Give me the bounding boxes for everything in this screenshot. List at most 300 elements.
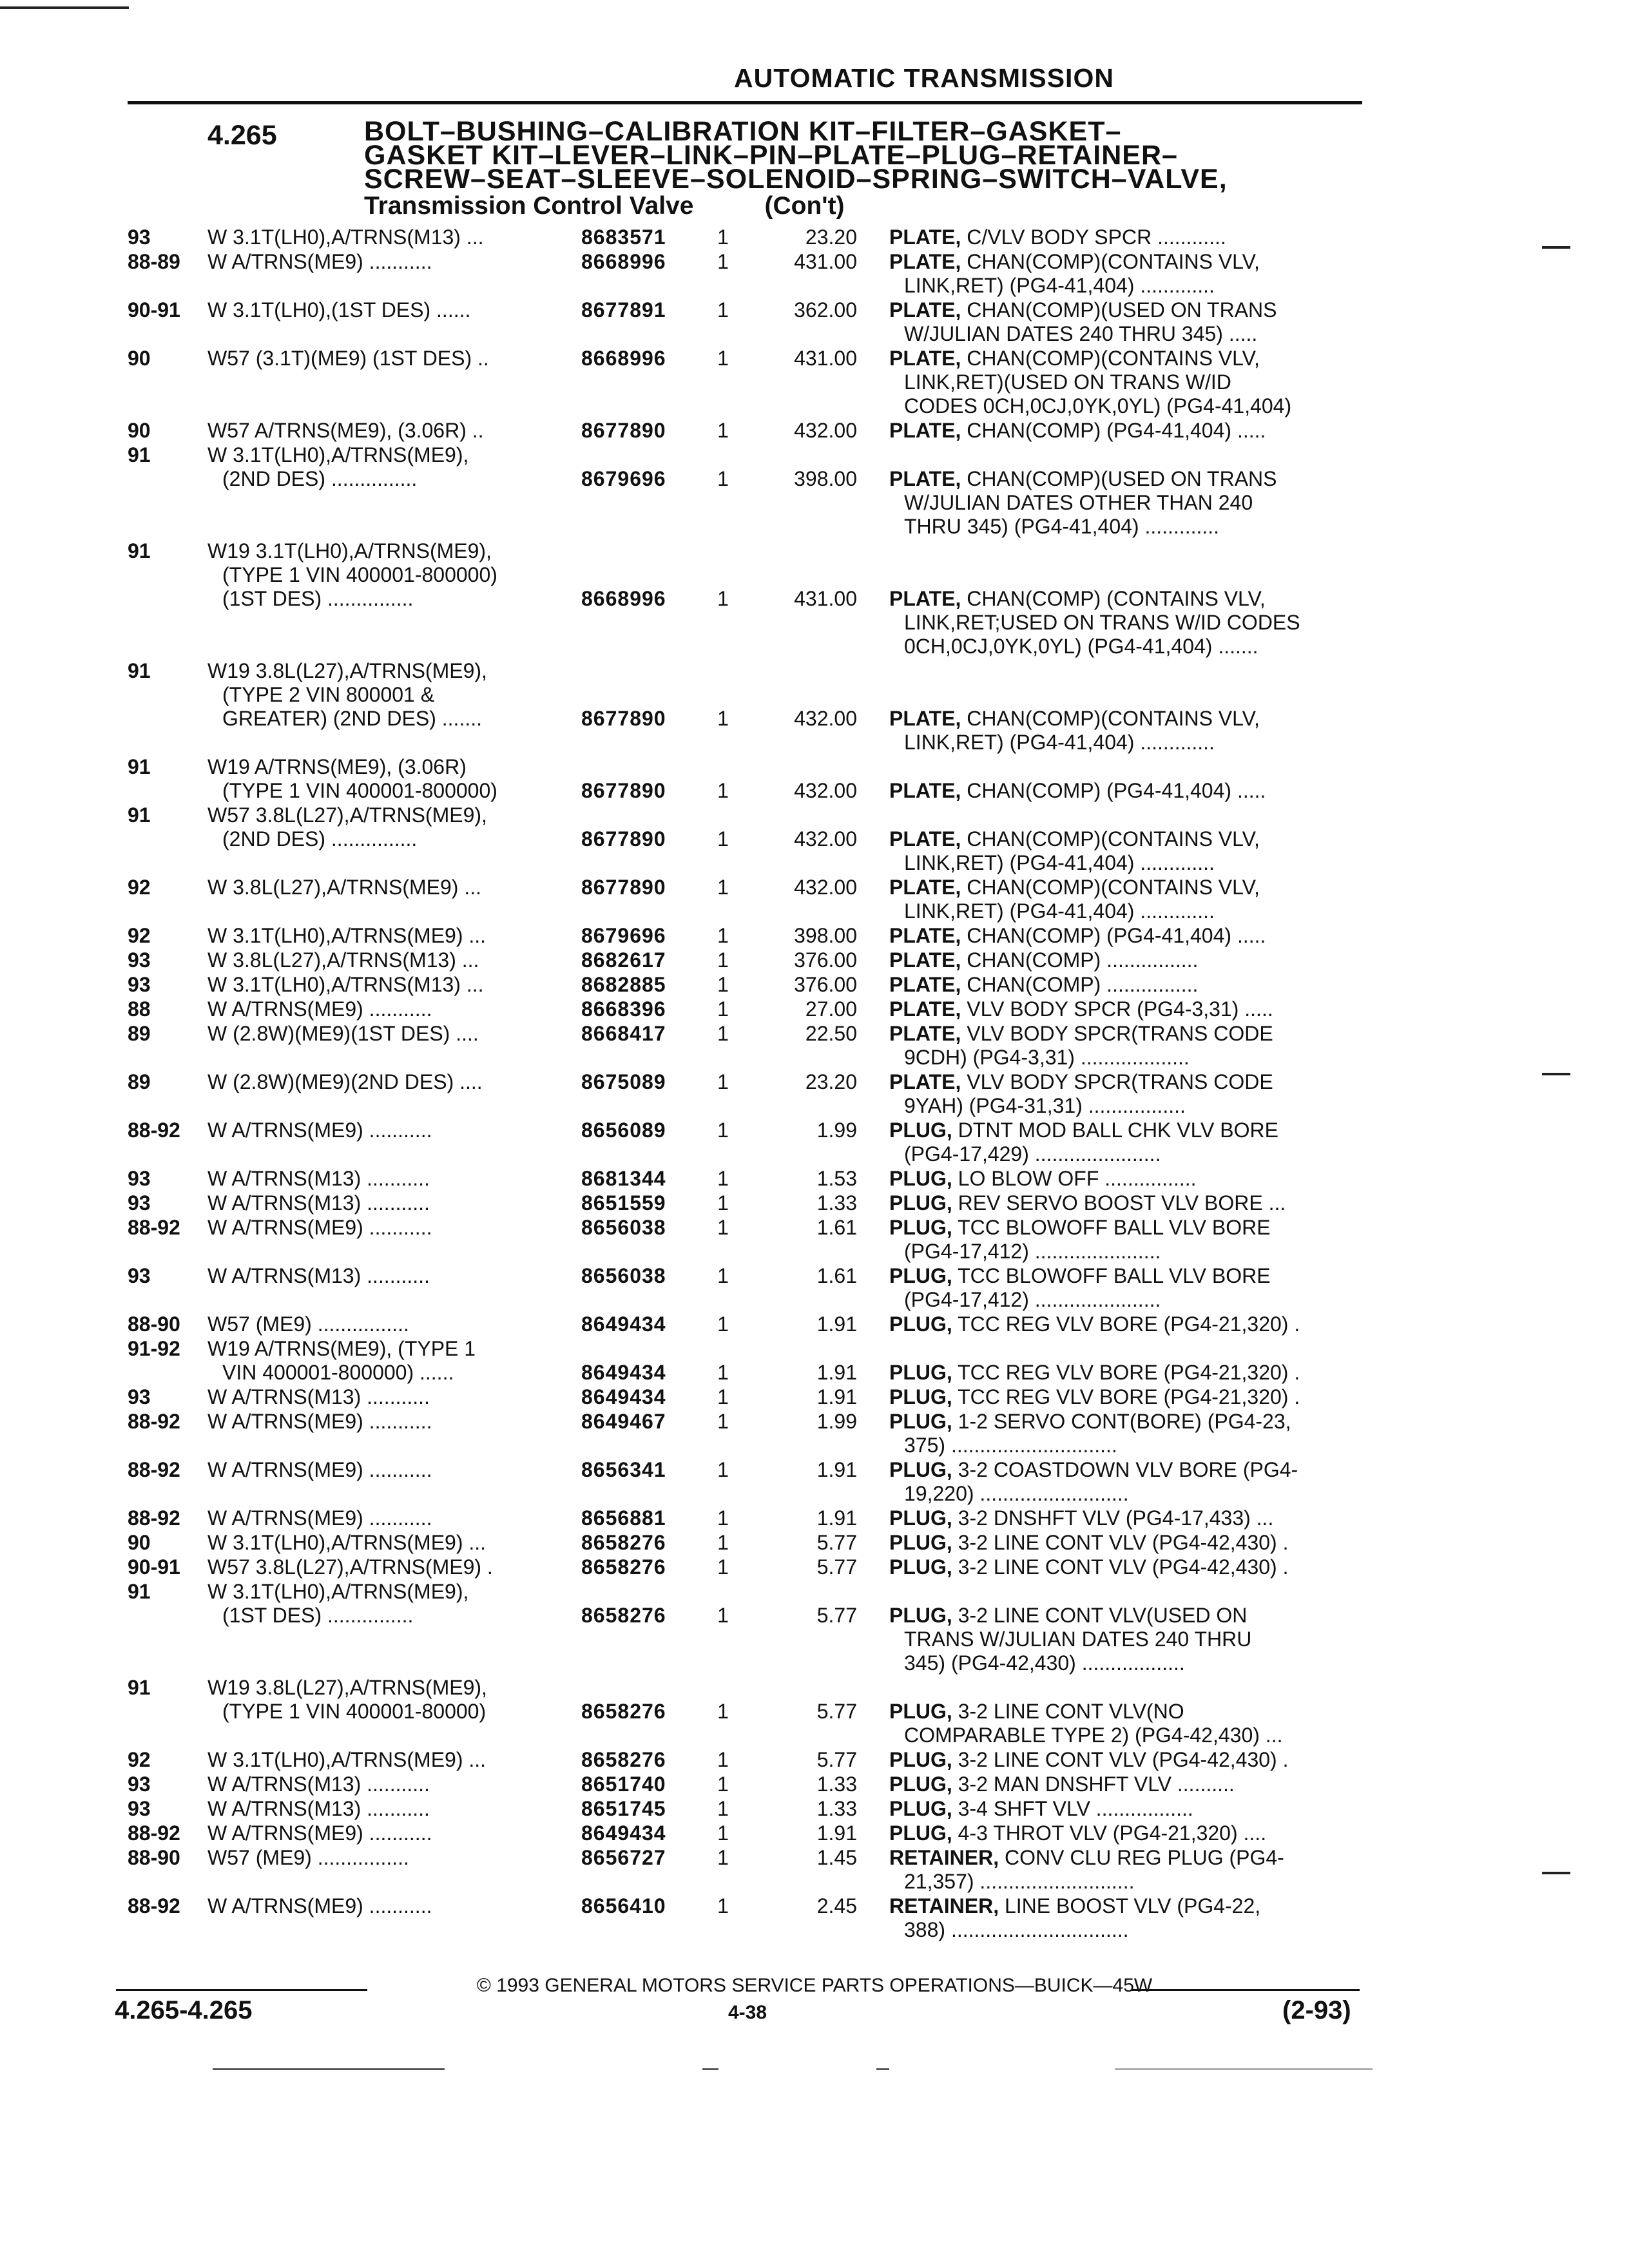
quantity: 1 <box>717 924 729 947</box>
description <box>889 1312 1360 1336</box>
application-line: (TYPE 1 VIN 400001-800000) <box>222 779 497 802</box>
table-row <box>0 298 1629 346</box>
description <box>889 827 1360 875</box>
part-name: RETAINER, <box>889 1846 999 1869</box>
description <box>889 1555 1360 1579</box>
part-name: PLATE, <box>889 1070 961 1093</box>
description-line: LINK,RET) (PG4-41,404) ............. <box>904 851 1215 874</box>
description-line <box>889 1410 1360 1434</box>
description-line: (PG4-17,429) ...................... <box>904 1142 1161 1166</box>
description-line <box>889 1216 1360 1240</box>
application-line: W A/TRNS(ME9) ........... <box>207 1410 432 1433</box>
table-row <box>0 1167 1629 1191</box>
price: 376.00 <box>794 948 857 972</box>
description <box>889 707 1360 754</box>
part-number: 8651740 <box>581 1773 666 1796</box>
table-row <box>0 1022 1629 1070</box>
description <box>889 1167 1360 1191</box>
application <box>207 1312 555 1336</box>
application-line: W A/TRNS(ME9) ........... <box>207 1216 432 1239</box>
quantity: 1 <box>717 1700 729 1723</box>
description <box>889 1458 1360 1506</box>
part-number: 8675089 <box>581 1070 666 1093</box>
part-name: PLATE, <box>889 587 961 610</box>
quantity: 1 <box>717 1797 729 1820</box>
price: 1.33 <box>816 1797 857 1820</box>
section-subtitle-text: Transmission Control Valve <box>364 192 694 220</box>
application-line: W (2.8W)(ME9)(1ST DES) .... <box>207 1022 479 1045</box>
part-number: 8677890 <box>581 876 666 899</box>
table-row <box>0 659 1629 754</box>
header-rule <box>128 101 1362 104</box>
part-number: 8651559 <box>581 1191 666 1215</box>
description-line: 345) (PG4-42,430) .................. <box>904 1651 1185 1675</box>
description-text: CHAN(COMP) ................ <box>961 948 1199 972</box>
parts-table <box>0 226 1629 1943</box>
price: 22.50 <box>805 1022 857 1045</box>
part-name: PLUG, <box>889 1700 952 1723</box>
part-name: PLUG, <box>889 1555 952 1579</box>
table-row <box>0 1821 1629 1845</box>
description-line: 9CDH) (PG4-3,31) ................... <box>904 1046 1190 1069</box>
model-year: 91 <box>128 1580 151 1603</box>
section-number: 4.265 <box>207 120 277 151</box>
quantity: 1 <box>717 1821 729 1845</box>
description-text: 3-2 LINE CONT VLV (PG4-42,430) . <box>952 1531 1289 1554</box>
description-line <box>889 1312 1360 1336</box>
application-line: W57 (3.1T)(ME9) (1ST DES) .. <box>207 347 489 370</box>
description <box>889 948 1360 972</box>
description-line <box>889 587 1360 611</box>
table-row <box>0 1797 1629 1821</box>
description-text: CHAN(COMP)(USED ON TRANS <box>961 467 1277 490</box>
application-line: W 3.1T(LH0),A/TRNS(ME9), <box>207 443 469 466</box>
description <box>889 1216 1360 1264</box>
description-text: LO BLOW OFF ................ <box>952 1167 1197 1190</box>
quantity: 1 <box>717 997 729 1021</box>
part-name: PLUG, <box>889 1821 952 1845</box>
application-line: (TYPE 1 VIN 400001-800000) <box>222 563 497 586</box>
description <box>889 587 1360 658</box>
quantity: 1 <box>717 1070 729 1093</box>
description-line <box>889 1385 1360 1409</box>
description-text: CHAN(COMP) (PG4-41,404) ..... <box>961 924 1266 947</box>
description-text: 3-2 COASTDOWN VLV BORE (PG4- <box>952 1458 1298 1481</box>
quantity: 1 <box>717 1773 729 1796</box>
top-edge-mark <box>0 6 129 9</box>
description-line <box>889 997 1360 1021</box>
description <box>889 226 1360 249</box>
description-text: CHAN(COMP)(CONTAINS VLV, <box>961 707 1260 730</box>
price: 431.00 <box>794 250 857 273</box>
application-line: W (2.8W)(ME9)(2ND DES) .... <box>207 1070 483 1093</box>
table-row <box>0 924 1629 948</box>
price: 1.99 <box>816 1410 857 1433</box>
application-line: W 3.1T(LH0),A/TRNS(M13) ... <box>207 973 484 996</box>
description-text: CHAN(COMP) (PG4-41,404) ..... <box>961 419 1266 442</box>
quantity: 1 <box>717 1385 729 1408</box>
model-year: 91 <box>128 659 151 682</box>
description-text: 1-2 SERVO CONT(BORE) (PG4-23, <box>952 1410 1291 1433</box>
quantity: 1 <box>717 1894 729 1917</box>
application-line: W A/TRNS(ME9) ........... <box>207 1506 432 1530</box>
description-text: DTNT MOD BALL CHK VLV BORE <box>952 1119 1278 1142</box>
description-text: 3-2 LINE CONT VLV(NO <box>952 1700 1184 1723</box>
part-number: 8658276 <box>581 1700 666 1723</box>
price: 432.00 <box>794 779 857 802</box>
scan-smudge <box>1115 2068 1373 2070</box>
part-name: PLATE, <box>889 924 961 947</box>
description-text: CHAN(COMP)(CONTAINS VLV, <box>961 347 1260 370</box>
application-line: W 3.1T(LH0),(1ST DES) ...... <box>207 298 471 322</box>
price: 432.00 <box>794 876 857 899</box>
application <box>207 1773 555 1796</box>
model-year: 90-91 <box>128 1555 180 1579</box>
part-number: 8677890 <box>581 419 666 442</box>
part-name: PLATE, <box>889 779 961 802</box>
application-line: W57 3.8L(L27),A/TRNS(ME9), <box>207 803 487 827</box>
section-title-line: GASKET KIT–LEVER–LINK–PIN–PLATE–PLUG–RETAINER– <box>364 140 1178 171</box>
description-line <box>889 1700 1360 1724</box>
part-name: PLUG, <box>889 1604 952 1627</box>
part-name: PLUG, <box>889 1191 952 1215</box>
table-row <box>0 755 1629 803</box>
quantity: 1 <box>717 827 729 850</box>
application <box>207 539 555 611</box>
description <box>889 1410 1360 1457</box>
quantity: 1 <box>717 1216 729 1239</box>
description <box>889 1191 1360 1215</box>
description-line <box>889 1119 1360 1142</box>
description-line <box>889 226 1360 249</box>
description-line: LINK,RET) (PG4-41,404) ............. <box>904 731 1215 754</box>
table-row <box>0 1748 1629 1772</box>
description-line: 19,220) .......................... <box>904 1482 1129 1505</box>
model-year: 91 <box>128 1676 151 1699</box>
table-row <box>0 876 1629 923</box>
application <box>207 1821 555 1845</box>
application-line: GREATER) (2ND DES) ....... <box>222 707 482 730</box>
table-row <box>0 1458 1629 1506</box>
application <box>207 1385 555 1409</box>
part-name: PLUG, <box>889 1797 952 1820</box>
application-line: W A/TRNS(M13) ........... <box>207 1797 430 1820</box>
application <box>207 1410 555 1434</box>
description-line: THRU 345) (PG4-41,404) ............. <box>904 515 1220 538</box>
description <box>889 1748 1360 1772</box>
model-year: 93 <box>128 226 151 249</box>
application <box>207 1119 555 1142</box>
description-line: 375) ............................. <box>904 1434 1117 1457</box>
description-line: LINK,RET) (PG4-41,404) ............. <box>904 899 1215 923</box>
part-name: PLATE, <box>889 250 961 273</box>
quantity: 1 <box>717 1531 729 1554</box>
description-text: 3-2 MAN DNSHFT VLV .......... <box>952 1773 1235 1796</box>
table-row <box>0 1555 1629 1579</box>
description-line: 0CH,0CJ,0YK,0YL) (PG4-41,404) ....... <box>904 635 1258 658</box>
model-year: 88-92 <box>128 1821 180 1845</box>
description-line <box>889 1797 1360 1821</box>
quantity: 1 <box>717 707 729 730</box>
part-name: PLATE, <box>889 298 961 322</box>
part-name: PLATE, <box>889 419 961 442</box>
quantity: 1 <box>717 250 729 273</box>
application-line: W A/TRNS(ME9) ........... <box>207 997 432 1021</box>
application <box>207 1337 555 1385</box>
application <box>207 250 555 274</box>
part-number: 8656410 <box>581 1894 666 1917</box>
description-line <box>889 707 1360 731</box>
description-text: CHAN(COMP) (CONTAINS VLV, <box>961 587 1266 610</box>
price: 5.77 <box>816 1531 857 1554</box>
application-line: W57 (ME9) ................ <box>207 1846 409 1869</box>
model-year: 93 <box>128 1191 151 1215</box>
part-name: PLUG, <box>889 1458 952 1481</box>
description-line: LINK,RET;USED ON TRANS W/ID CODES <box>904 611 1300 634</box>
scan-smudge <box>213 2068 445 2070</box>
table-row <box>0 997 1629 1021</box>
price: 432.00 <box>794 419 857 442</box>
application <box>207 1797 555 1821</box>
model-year: 88-89 <box>128 250 180 273</box>
description-line <box>889 347 1360 370</box>
part-number: 8683571 <box>581 226 666 249</box>
model-year: 88-92 <box>128 1506 180 1530</box>
description-line <box>889 948 1360 972</box>
application-line: W A/TRNS(M13) ........... <box>207 1264 430 1287</box>
table-row <box>0 1894 1629 1942</box>
part-number: 8656089 <box>581 1119 666 1142</box>
model-year: 90-91 <box>128 298 180 322</box>
part-number: 8649434 <box>581 1361 666 1384</box>
application-line: W 3.1T(LH0),A/TRNS(ME9), <box>207 1580 469 1603</box>
description-text: CHAN(COMP)(CONTAINS VLV, <box>961 876 1260 899</box>
part-name: PLUG, <box>889 1264 952 1287</box>
table-row <box>0 1506 1629 1530</box>
model-year: 93 <box>128 1264 151 1287</box>
table-row <box>0 1264 1629 1312</box>
page-header: AUTOMATIC TRANSMISSION <box>734 63 1114 93</box>
description-line: TRANS W/JULIAN DATES 240 THRU <box>904 1628 1252 1651</box>
part-number: 8677890 <box>581 779 666 802</box>
quantity: 1 <box>717 298 729 322</box>
application-line: W57 (ME9) ................ <box>207 1312 409 1336</box>
description-line <box>889 1821 1360 1845</box>
description <box>889 467 1360 539</box>
description-line: LINK,RET)(USED ON TRANS W/ID <box>904 370 1231 394</box>
price: 1.91 <box>816 1458 857 1481</box>
description-text: CHAN(COMP) (PG4-41,404) ..... <box>961 779 1266 802</box>
price: 431.00 <box>794 587 857 610</box>
part-number: 8677891 <box>581 298 666 322</box>
price: 2.45 <box>816 1894 857 1917</box>
price: 431.00 <box>794 347 857 370</box>
table-row <box>0 226 1629 249</box>
application-line: W19 3.8L(L27),A/TRNS(ME9), <box>207 659 487 682</box>
quantity: 1 <box>717 1604 729 1627</box>
table-row <box>0 1846 1629 1894</box>
part-name: PLATE, <box>889 997 961 1021</box>
part-number: 8649434 <box>581 1821 666 1845</box>
description <box>889 1070 1360 1118</box>
part-name: PLUG, <box>889 1361 952 1384</box>
part-name: PLUG, <box>889 1119 952 1142</box>
application <box>207 755 555 803</box>
price: 432.00 <box>794 827 857 850</box>
application <box>207 1894 555 1918</box>
application-line: W A/TRNS(ME9) ........... <box>207 1821 432 1845</box>
price: 27.00 <box>805 997 857 1021</box>
part-name: PLATE, <box>889 876 961 899</box>
price: 398.00 <box>794 924 857 947</box>
section-title-line: SCREW–SEAT–SLEEVE–SOLENOID–SPRING–SWITCH–VALVE, <box>364 164 1228 195</box>
description-line <box>889 250 1360 274</box>
section-continued: (Con't) <box>764 192 845 220</box>
description <box>889 250 1360 298</box>
application-line: W 3.8L(L27),A/TRNS(ME9) ... <box>207 876 481 899</box>
section-title <box>364 116 1331 195</box>
part-name: PLATE, <box>889 827 961 850</box>
margin-mark <box>1542 1872 1570 1874</box>
description-text: 3-4 SHFT VLV ................. <box>952 1797 1193 1820</box>
application-line: (TYPE 1 VIN 400001-80000) <box>222 1700 487 1723</box>
description-line <box>889 1264 1360 1288</box>
price: 1.91 <box>816 1821 857 1845</box>
price: 1.61 <box>816 1264 857 1287</box>
model-year: 88-92 <box>128 1410 180 1433</box>
model-year: 93 <box>128 973 151 996</box>
description-line: LINK,RET) (PG4-41,404) ............. <box>904 274 1215 297</box>
model-year: 90 <box>128 419 151 442</box>
quantity: 1 <box>717 1312 729 1336</box>
model-year: 91 <box>128 803 151 827</box>
application-line: W57 A/TRNS(ME9), (3.06R) .. <box>207 419 484 442</box>
description-line <box>889 1773 1360 1796</box>
description-text: REV SERVO BOOST VLV BORE ... <box>952 1191 1286 1215</box>
description <box>889 1797 1360 1821</box>
part-name: PLATE, <box>889 973 961 996</box>
application-line: W 3.1T(LH0),A/TRNS(M13) ... <box>207 226 484 249</box>
footer-section-range: 4.265-4.265 <box>115 1996 253 2024</box>
part-name: PLUG, <box>889 1410 952 1433</box>
application <box>207 1555 555 1579</box>
part-number: 8668396 <box>581 997 666 1021</box>
model-year: 89 <box>128 1022 151 1045</box>
part-number: 8682617 <box>581 948 666 972</box>
price: 1.91 <box>816 1385 857 1408</box>
model-year: 88-92 <box>128 1458 180 1481</box>
table-row <box>0 1312 1629 1336</box>
part-number: 8668996 <box>581 250 666 273</box>
description-line: 388) ............................... <box>904 1918 1129 1941</box>
table-row <box>0 539 1629 658</box>
quantity: 1 <box>717 1264 729 1287</box>
application <box>207 226 555 249</box>
description <box>889 347 1360 418</box>
application <box>207 924 555 948</box>
price: 5.77 <box>816 1604 857 1627</box>
table-row <box>0 1191 1629 1215</box>
application-line: W 3.1T(LH0),A/TRNS(ME9) ... <box>207 1531 487 1554</box>
price: 5.77 <box>816 1748 857 1771</box>
model-year: 88-92 <box>128 1119 180 1142</box>
application <box>207 419 555 443</box>
quantity: 1 <box>717 1191 729 1215</box>
application-line: (1ST DES) ............... <box>222 587 414 610</box>
part-name: PLATE, <box>889 1022 961 1045</box>
model-year: 88-90 <box>128 1846 180 1869</box>
footer-date-code: (2-93) <box>1282 1996 1351 2024</box>
part-name: PLUG, <box>889 1216 952 1239</box>
part-name: PLUG, <box>889 1506 952 1530</box>
description-text: TCC BLOWOFF BALL VLV BORE <box>952 1216 1271 1239</box>
margin-mark <box>1542 246 1570 249</box>
table-row <box>0 443 1629 539</box>
margin-mark <box>1542 1073 1570 1075</box>
application <box>207 1458 555 1482</box>
application-line: W19 3.1T(LH0),A/TRNS(ME9), <box>207 539 492 562</box>
description-line <box>889 419 1360 443</box>
application <box>207 1846 555 1870</box>
part-name: RETAINER, <box>889 1894 999 1917</box>
section-subtitle <box>364 192 845 220</box>
model-year: 93 <box>128 1773 151 1796</box>
description <box>889 1773 1360 1796</box>
model-year: 93 <box>128 1797 151 1820</box>
application <box>207 347 555 370</box>
description-text: LINE BOOST VLV (PG4-22, <box>999 1894 1261 1917</box>
price: 398.00 <box>794 467 857 490</box>
part-name: PLATE, <box>889 226 961 249</box>
description <box>889 876 1360 923</box>
model-year: 93 <box>128 1385 151 1408</box>
footer-copyright: © 1993 GENERAL MOTORS SERVICE PARTS OPERATIONS—BUICK—45W <box>476 1975 1153 1996</box>
quantity: 1 <box>717 1846 729 1869</box>
quantity: 1 <box>717 948 729 972</box>
price: 1.91 <box>816 1361 857 1384</box>
model-year: 89 <box>128 1070 151 1093</box>
application-line: W A/TRNS(ME9) ........... <box>207 1894 432 1917</box>
quantity: 1 <box>717 1022 729 1045</box>
application-line: W A/TRNS(M13) ........... <box>207 1773 430 1796</box>
application-line: W A/TRNS(M13) ........... <box>207 1191 430 1215</box>
description <box>889 1119 1360 1166</box>
application-line: (2ND DES) ............... <box>222 827 418 850</box>
description-line <box>889 1022 1360 1046</box>
description-line <box>889 1191 1360 1215</box>
description-line: COMPARABLE TYPE 2) (PG4-42,430) ... <box>904 1724 1283 1747</box>
part-number: 8679696 <box>581 467 666 490</box>
part-number: 8658276 <box>581 1748 666 1771</box>
model-year: 92 <box>128 924 151 947</box>
quantity: 1 <box>717 779 729 802</box>
part-name: PLUG, <box>889 1748 952 1771</box>
description-text: 3-2 LINE CONT VLV (PG4-42,430) . <box>952 1748 1289 1771</box>
description-line <box>889 467 1360 491</box>
model-year: 93 <box>128 948 151 972</box>
description <box>889 419 1360 443</box>
application-line: (TYPE 2 VIN 800001 & <box>222 683 435 706</box>
description-line <box>889 1894 1360 1918</box>
price: 23.20 <box>805 1070 857 1093</box>
footer-page-number: 4-38 <box>728 2002 767 2023</box>
part-name: PLUG, <box>889 1773 952 1796</box>
quantity: 1 <box>717 1119 729 1142</box>
part-number: 8656881 <box>581 1506 666 1530</box>
part-name: PLATE, <box>889 707 961 730</box>
price: 362.00 <box>794 298 857 322</box>
application-line: (1ST DES) ............... <box>222 1604 414 1627</box>
